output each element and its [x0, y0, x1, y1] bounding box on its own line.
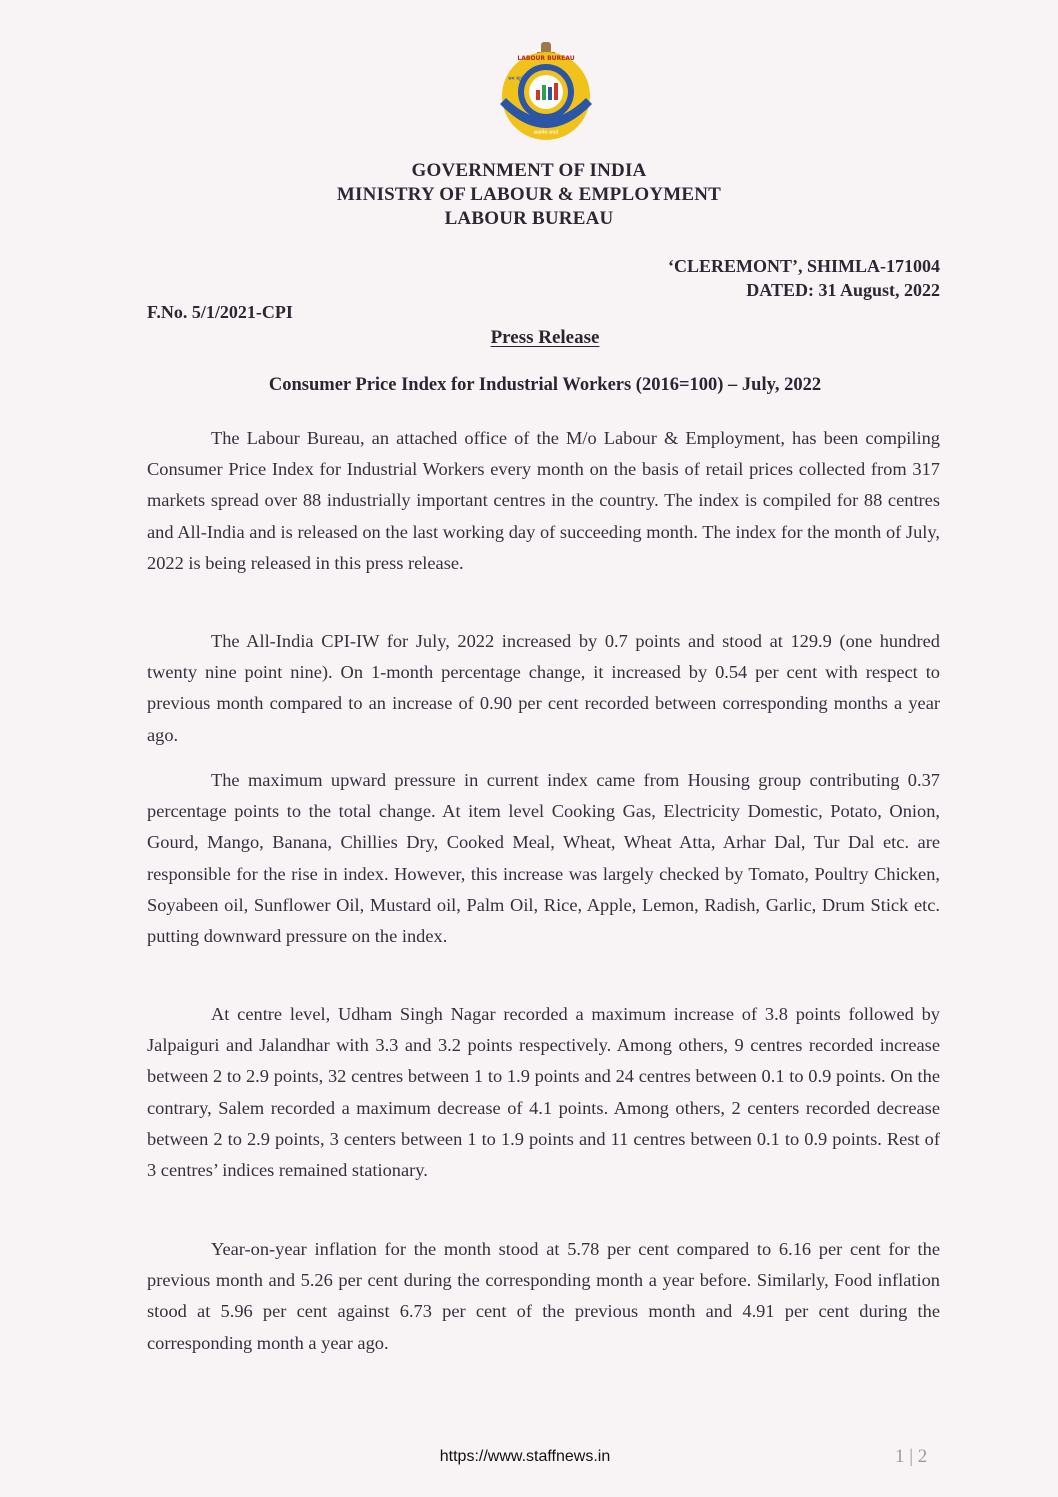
svg-text:श्रम ब्यूरो: श्रम ब्यूरो	[508, 76, 525, 82]
date-line: DATED: 31 August, 2022	[746, 280, 940, 300]
press-release-heading: Press Release	[490, 327, 600, 348]
paragraph-all-india-index: The All-India CPI-IW for July, 2022 increased by 0.7 points and stood at 129.9 (one hundred twenty nine point nine). On 1-month percentage change, it increased by 0.54 per cent with respect to previous month compared to an increase of 0.90 per cent recorded between corresponding months a year ago.	[147, 631, 940, 745]
header-bureau: LABOUR BUREAU	[444, 208, 614, 229]
paragraph-inflation: Year-on-year inflation for the month stood at 5.78 per cent compared to 6.16 per cent for the previous month and 5.26 per cent during the corresponding month a year before. Similarly, Food inflation stood at 5.96 per cent against 6.73 per cent of the previous month and 4.91 per cent during the corresponding month a year ago.	[147, 1239, 940, 1353]
footer-source-link[interactable]: https://www.staffnews.in	[439, 1448, 611, 1465]
page-number: 1 | 2	[895, 1446, 928, 1467]
svg-text:सत्यमेव जयते: सत्यमेव जयते	[533, 130, 559, 136]
address-line: ‘CLEREMONT’, SHIMLA-171004	[667, 256, 940, 276]
header-government: GOVERNMENT OF INDIA	[411, 160, 647, 181]
paragraph-upward-pressure: The maximum upward pressure in current index came from Housing group contributing 0.37 percentage points to the total change. At item level Cooking Gas, Electricity Domestic, Potato, Onion, Gourd, Mango, Banana, Chillies Dry, Cooked Meal, Wheat, Wheat Atta, Arhar Dal, Tur Dal etc. are responsible for the rise in index. However, this increase was largely checked by Tomato, Poultry Chicken, Soyabeen oil, Sunflower Oil, Mustard oil, Palm Oil, Rice, Apple, Lemon, Radish, Garlic, Drum Stick etc. putting downward pressure on the index.	[147, 770, 940, 947]
svg-text:LABOUR BUREAU: LABOUR BUREAU	[517, 55, 575, 62]
paragraph-centre-level: At centre level, Udham Singh Nagar recorded a maximum increase of 3.8 points followed by Jalpaiguri and Jalandhar with 3.3 and 3.2 points respectively. Among others, 9 centres recorded increase between 2 to 2.9 points, 32 centres between 1 to 1.9 points and 24 centres between 0.1 to 0.9 points. On the contrary, Salem recorded a maximum decrease of 4.1 points. Among others, 2 centers recorded decrease between 2 to 2.9 points, 3 centers between 1 to 1.9 points and 11 centres between 0.1 to 0.9 points. Rest of 3 centres’ indices remained stationary.	[147, 1004, 940, 1181]
header-ministry: MINISTRY OF LABOUR & EMPLOYMENT	[336, 184, 722, 205]
paragraph-intro: The Labour Bureau, an attached office of the M/o Labour & Employment, has been compiling Consumer Price Index for Industrial Workers every month on the basis of retail prices collected from 317 markets spread over 88 industrially important centres in the country. The index is compiled for 88 centres and All-India and is released on the last working day of succeeding month. The index for the month of July, 2022 is being released in this press release.	[147, 428, 940, 573]
release-subject: Consumer Price Index for Industrial Workers (2016=100) – July, 2022	[268, 375, 822, 395]
labour-bureau-emblem-icon	[490, 40, 602, 148]
file-number: F.No. 5/1/2021-CPI	[147, 302, 293, 322]
